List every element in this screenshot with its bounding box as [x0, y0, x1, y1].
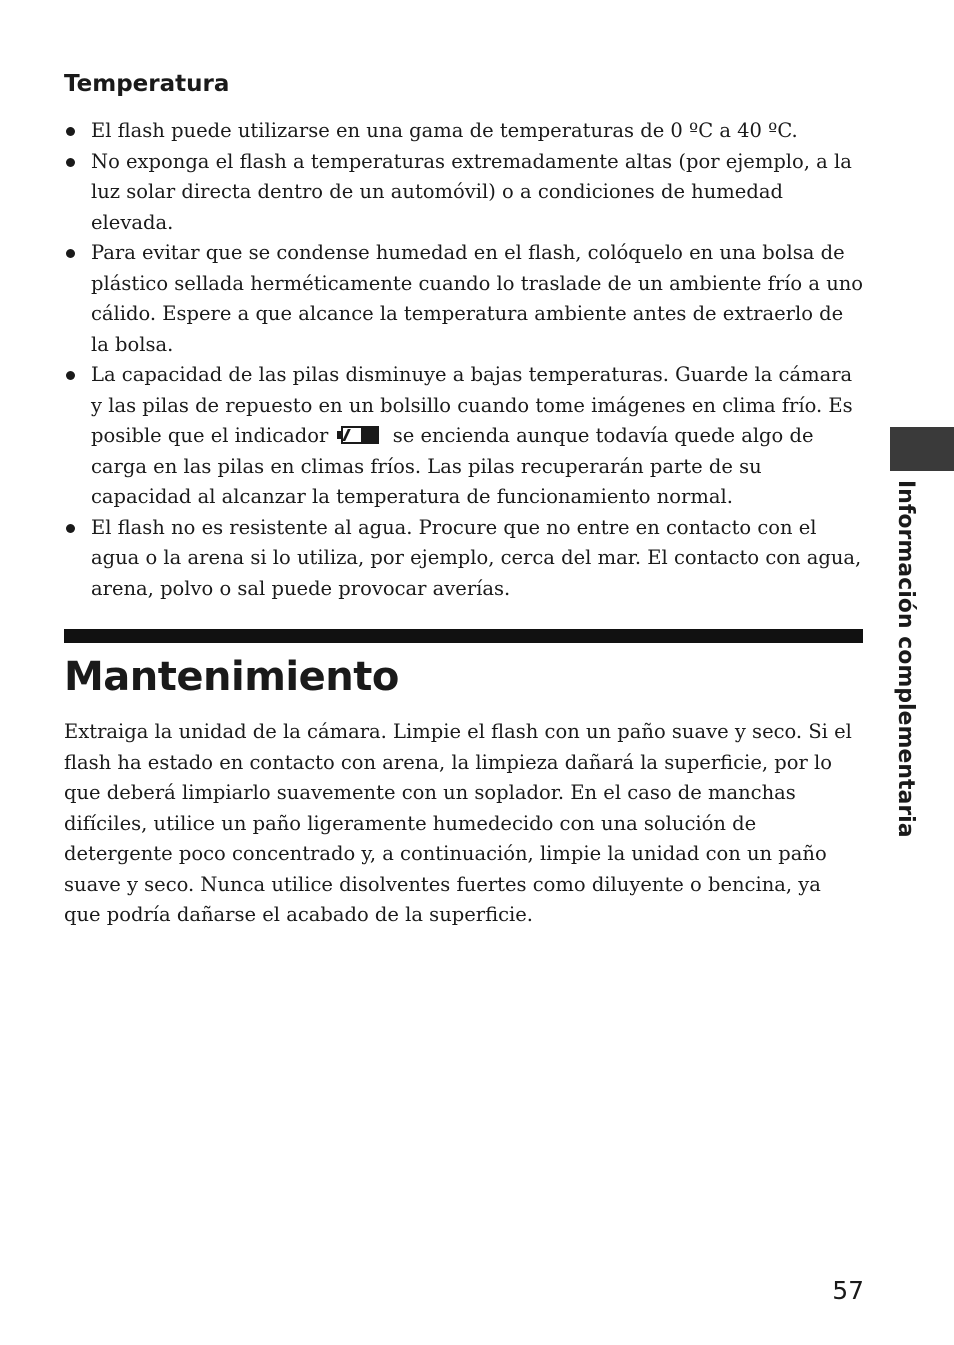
bullet-icon — [66, 249, 75, 258]
bullet-icon — [66, 524, 75, 533]
bullet-text: No exponga el flash a temperaturas extremadamente altas (por ejemplo, a la luz solar directa dentro de un automóvil) o a condiciones de humedad elevada. — [91, 149, 852, 234]
bullet-icon — [66, 371, 75, 380]
list-item — [64, 116, 864, 147]
section-heading: Mantenimiento — [64, 654, 399, 700]
list-item — [64, 147, 864, 239]
battery-low-icon — [337, 426, 383, 444]
page-number: 57 — [832, 1276, 864, 1305]
subsection-heading: Temperatura — [64, 71, 230, 97]
section-body: Extraiga la unidad de la cámara. Limpie el flash con un paño suave y seco. Si el flash ha estado en contacto con arena, la limpieza dañará la superficie, por lo que deberá limpiarlo suavemente con un soplador. En el caso de manchas difíciles, utilice un paño ligeramente humedecido con una solución de detergente poco concentrado y, a continuación, limpie la unidad con un paño suave y seco. Nunca utilice disolventes fuertes como diluyente o bencina, ya que podría dañarse el acabado de la superficie. — [64, 720, 852, 926]
chapter-tab-marker — [890, 427, 954, 471]
bullet-text: El flash puede utilizarse en una gama de temperaturas de 0 ºC a 40 ºC. — [91, 119, 798, 142]
list-item — [64, 513, 864, 605]
bullet-text-after-icon: se encienda aunque todavía quede algo de carga en las pilas en climas fríos. Las pilas recuperarán parte de su capacidad al alcanzar la temperatura de funcionamiento normal. — [91, 424, 814, 508]
chapter-side-label: Información complementaria — [893, 480, 918, 838]
bullet-text-before-icon: La capacidad de las pilas disminuye a bajas temperaturas. Guarde la cámara y las pilas de repuesto en un bolsillo cuando tome imágenes en clima frío. Es posible que el indicador — [91, 363, 853, 447]
bullet-icon — [66, 127, 75, 136]
list-item — [64, 238, 864, 360]
list-item — [64, 360, 864, 513]
bullet-list — [64, 116, 864, 604]
section-divider — [64, 629, 863, 643]
bullet-icon — [66, 158, 75, 167]
bullet-text: El flash no es resistente al agua. Procure que no entre en contacto con el agua o la arena si lo utiliza, por ejemplo, cerca del mar. El contacto con agua, arena, polvo o sal puede provocar averías. — [91, 515, 862, 600]
bullet-text: Para evitar que se condense humedad en el flash, colóquelo en una bolsa de plástico sellada herméticamente cuando lo traslade de un ambiente frío a uno cálido. Espere a que alcance la temperatura ambiente antes de extraerlo de la bolsa. — [91, 241, 864, 356]
